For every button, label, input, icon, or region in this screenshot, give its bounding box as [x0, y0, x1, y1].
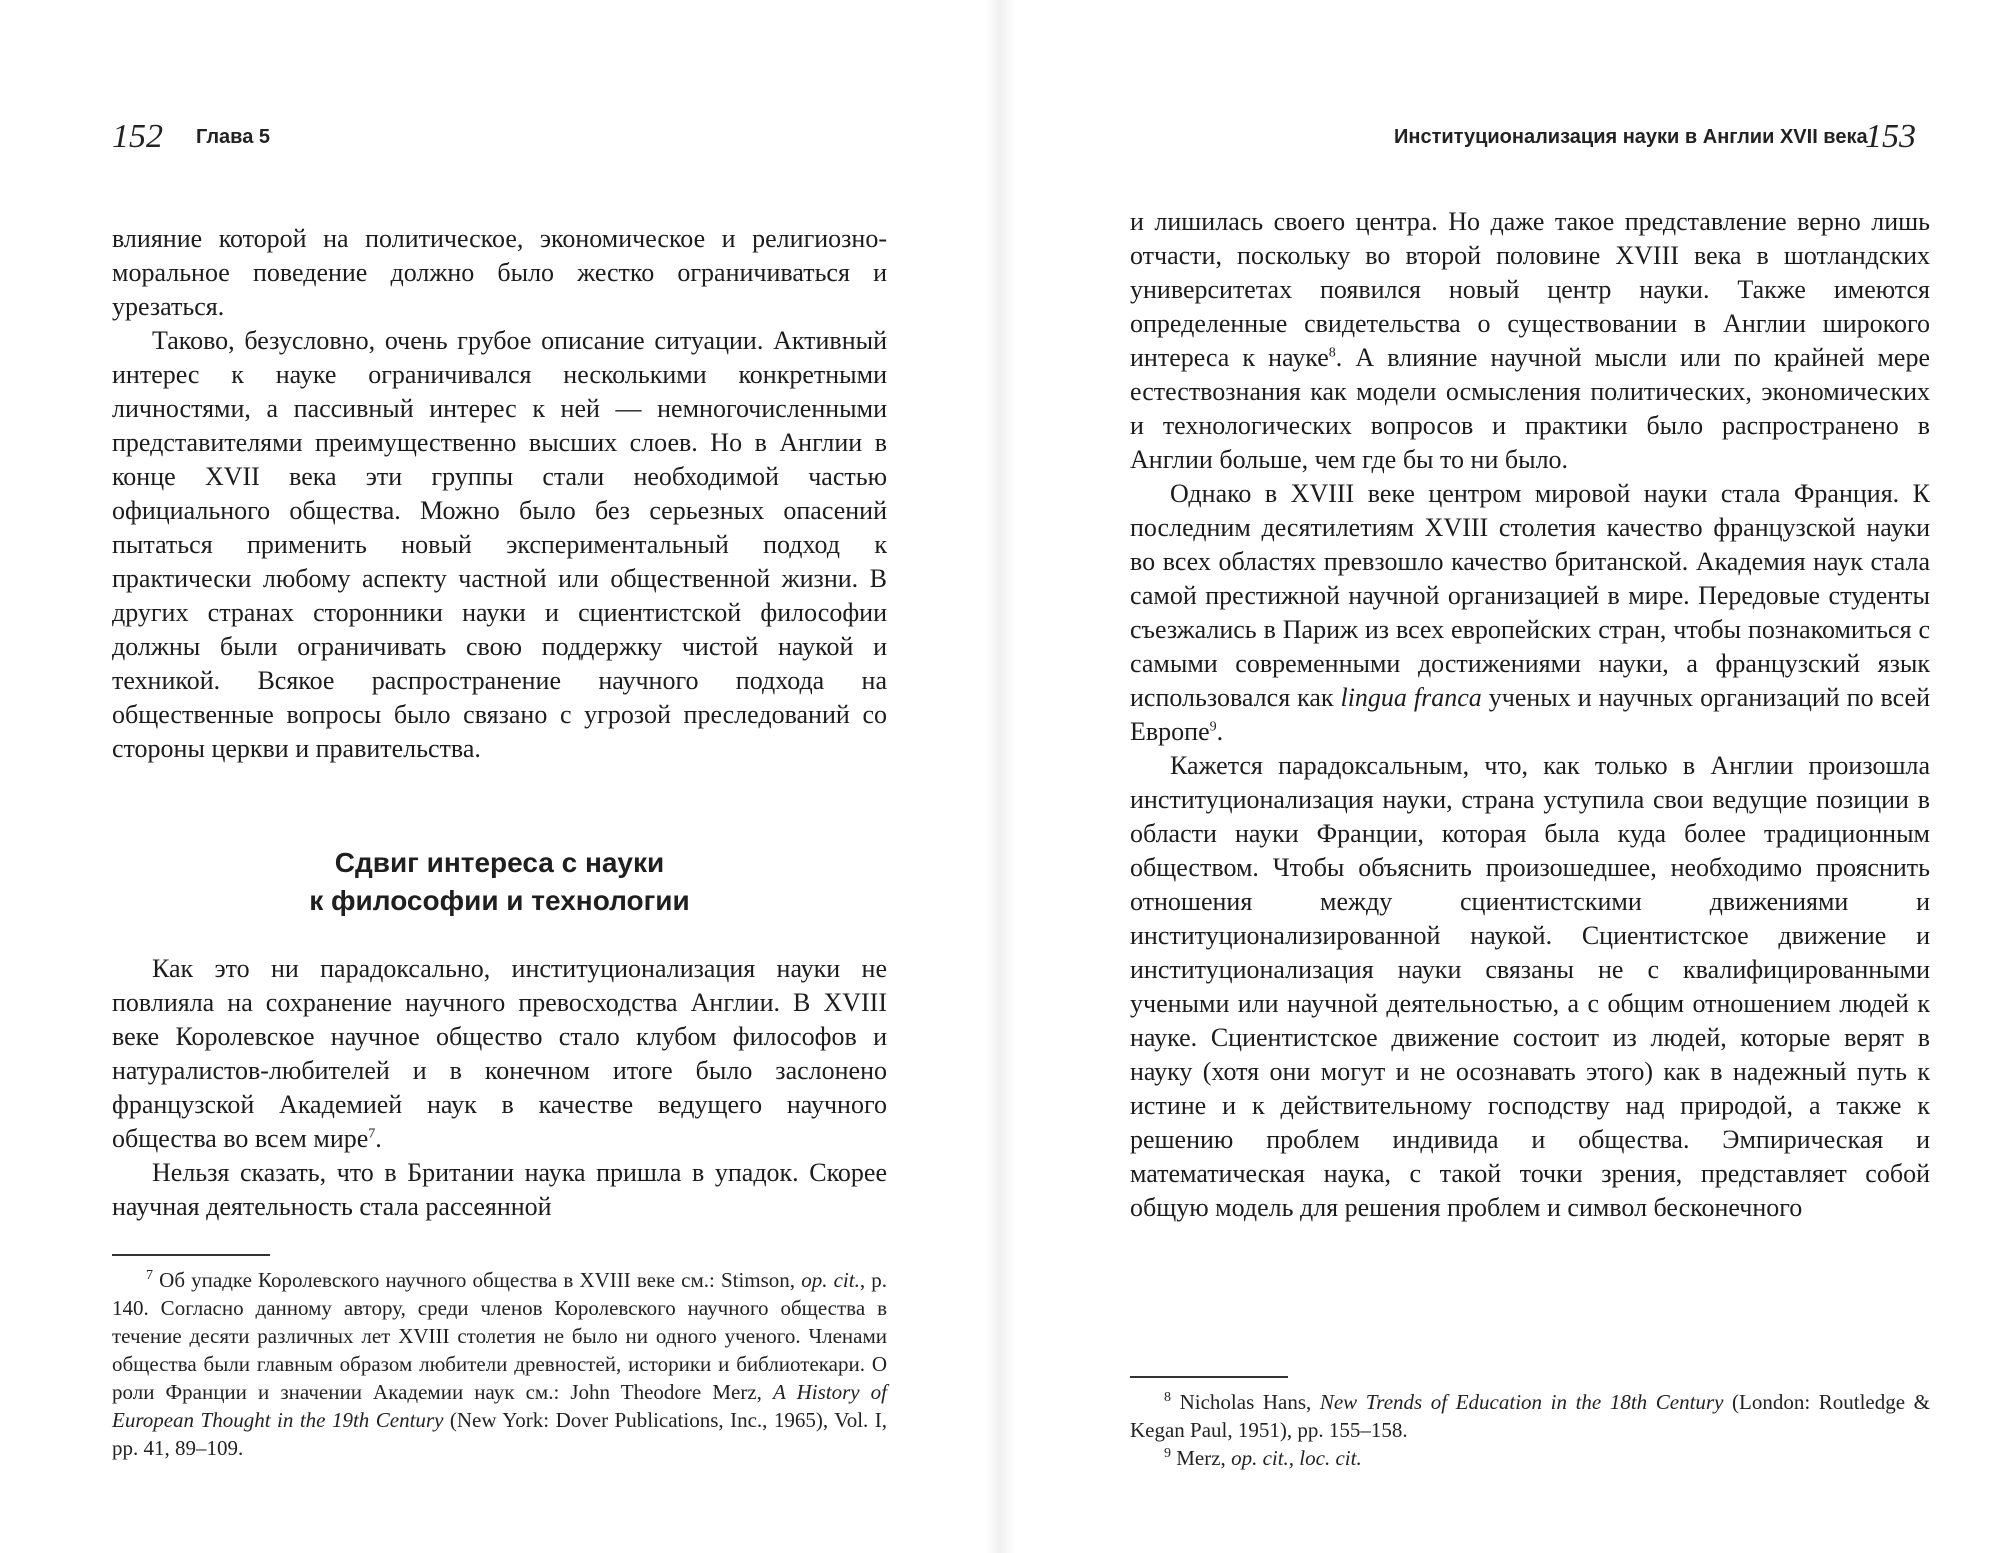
section-heading-line: к философии и технологии: [309, 885, 690, 916]
footnotes: [112, 1266, 887, 1462]
page-number: 153: [1865, 118, 1916, 155]
footnote-marker: 8: [1164, 1390, 1171, 1405]
footnote-divider: [1130, 1376, 1288, 1378]
footnotes: [1130, 1388, 1930, 1472]
section-heading-line: Сдвиг интереса с науки: [334, 847, 665, 878]
paragraph: Нельзя сказать, что в Британии наука пришла в упадок. Скорее научная деятельность стала рассеянной: [112, 1158, 887, 1221]
body-text-top: [112, 222, 887, 766]
footnote-divider: [112, 1254, 270, 1256]
paragraph: влияние которой на политическое, экономическое и религиозно-моральное поведение должно было жестко ограничиваться и урезаться.: [112, 224, 887, 321]
paragraph: Кажется парадоксальным, что, как только в Англии произошла институционализация науки, страна уступила свои ведущие позиции в области науки Франции, которая была куда более традиционным обществом. Чтобы объяснить произошедшее, необходимо прояснить отношения между сциентистскими движениями и институционализированной наукой. Сциентистское движение и институционализация науки связаны не с квалифицированными учеными или научной деятельностью, а с общим отношением людей к науке. Сциентистское движение состоит из людей, которые верят в науку (хотя они могут и не осознавать этого) как в надежный путь к истине и к действительному господству над природой, а также к решению проблем индивида и общества. Эмпирическая и математическая наука, с такой точки зрения, представляет собой общую модель для решения проблем и символ бесконечного: [1130, 751, 1930, 1222]
paragraph: и лишилась своего центра. Но даже такое представление верно лишь отчасти, поскольку во второй половине XVIII века в шотландских университетах появился новый центр науки. Также имеются определенные свидетельства о существовании в Англии широкого интереса к науке$^8$. А влияние научной мысли или по крайней мере естествознания как модели осмысления политических, экономических и технологических вопросов и практики было распространено в Англии больше, чем где бы то ни было.: [1130, 207, 1930, 474]
footnote-marker: 7: [146, 1268, 153, 1283]
footnote: $^9$ Merz, op. cit., loc. cit.: [1164, 1446, 1362, 1470]
body-text-bottom: [112, 952, 887, 1224]
running-head: Глава 5: [196, 126, 271, 148]
right-page: [1000, 0, 2000, 1553]
footnote: $^8$ Nicholas Hans, New Trends of Education in the 18th Century (London: Routledge & Kegan Paul, 1951), pp. 155–158.: [1130, 1390, 1931, 1442]
body-text: [1130, 205, 1930, 1225]
footnote-ref[interactable]: 8: [1328, 345, 1336, 361]
section-heading: [112, 844, 887, 920]
paragraph: Как это ни парадоксально, институционализация науки не повлияла на сохранение научного превосходства Англии. В XVIII веке Королевское научное общество стало клубом философов и натуралистов-любителей и в конечном итоге было заслонено французской Академией наук в качестве ведущего научного общества во всем мире$^7$.: [112, 954, 887, 1153]
paragraph: Однако в XVIII веке центром мировой науки стала Франция. К последним десятилетиям XVIII столетия качество французской науки во всех областях превзошло качество британской. Академия наук стала самой престижной научной организацией в мире. Передовые студенты съезжались в Париж из всех европейских стран, чтобы познакомиться с самыми современными достижениями науки, а французский язык использовался как lingua franca ученых и научных организаций по всей Европе$^9$.: [1130, 479, 1930, 746]
footnote-marker: 9: [1164, 1446, 1171, 1461]
page-number: 152: [112, 118, 163, 155]
footnote-ref[interactable]: 7: [368, 1126, 376, 1142]
footnote: $^7$ Об упадке Королевского научного общества в XVIII веке см.: Stimson, op. cit., p. 140. Согласно данному автору, среди членов Королевского научного общества в течение десяти различных лет XVIII столетия не было ни одного ученого. Членами общества были главным образом любители древностей, историки и библиотекари. О роли Франции и значении Академии наук см.: John Theodore Merz, A History of European Thought in the 19th Century (New York: Dover Publications, Inc., 1965), Vol. I, pp. 41, 89–109.: [112, 1268, 888, 1460]
footnote-ref[interactable]: 9: [1209, 719, 1217, 735]
paragraph: Таково, безусловно, очень грубое описание ситуации. Активный интерес к науке ограничивался несколькими конкретными личностями, а пассивный интерес к ней — немногочисленными представителями преимущественно высших слоев. Но в Англии в конце XVII века эти группы стали необходимой частью официального общества. Можно было без серьезных опасений пытаться применить новый экспериментальный подход к практически любому аспекту частной или общественной жизни. В других странах сторонники науки и сциентистской философии должны были ограничивать свою поддержку чистой наукой и техникой. Всякое распространение научного подхода на общественные вопросы было связано с угрозой преследований со стороны церкви и правительства.: [112, 326, 887, 763]
running-head: Институционализация науки в Англии XVII века: [1394, 126, 1868, 148]
